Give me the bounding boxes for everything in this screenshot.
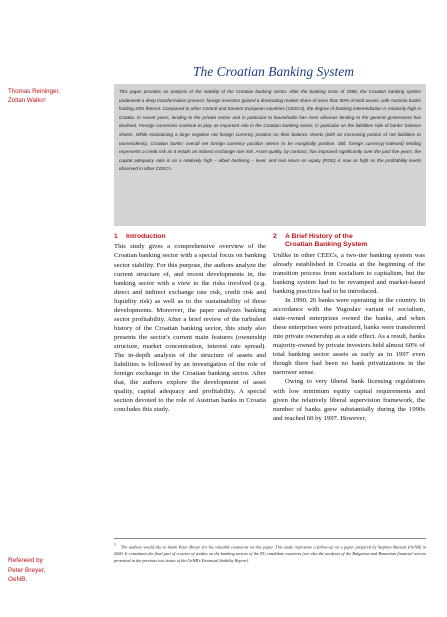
- referee-note: [8, 556, 98, 585]
- right-column: [273, 233, 425, 423]
- footnote-divider: [114, 538, 426, 539]
- left-column: [114, 233, 266, 414]
- paper-title: The Croatian Banking System: [192, 64, 355, 79]
- body-paragraph: Unlike in other CEECs, a two-tier banking system was already established in Croatia at the beginning of the transition process from socialism to capitalism, but the banking system had to be revamped and market-based banking practices had to be introduced.: [273, 251, 425, 295]
- body-paragraph: This study gives a comprehensive overview of the Croatian banking sector with a special focus on banking sector stability. For this purpose, the authors analyze the current structure of, and recent developments in, the banking sector with a view to the risks involved (e.g. direct and indirect exchange rate risk, credit risk and liquidity risk) as well as to the sustainability of these developments. Moreover, the paper analyzes banking sector profitability. After a brief review of the turbulent history of the Croatian banking sector, this study also presents the sector's current main features (ownership structure, market concentration, interest rate spread). The in-depth analysis of the structure of assets and liabilities is followed by an investigation of the role of foreign exchange in the Croatian banking sector. After that, the authors explore the development of asset quality, capital adequacy and profitability. A special section devoted to the role of Austrian banks in Croatia concludes this study.: [114, 243, 266, 414]
- section-title-line: Croatian Banking System: [285, 241, 368, 249]
- section-title: Introduction: [126, 233, 166, 240]
- author-name: Zoltan Walko¹: [8, 97, 46, 104]
- footnote-text: The authors would like to thank Peter Breyer for his valuable comments on this paper. This study represents a follow-up on a paper prepared by Stephan Barisitz (OeNB) in 2000. It constitutes the final part of a series of studies on the banking sectors of the EU candidate countries (see also the analyses of the Bulgarian and Romanian financial sectors presented in the previous two issues of the OeNB's Financial Stability Report).: [114, 544, 426, 564]
- footnote: [114, 541, 426, 564]
- author-name: Thomas Reininger,: [8, 88, 60, 95]
- section-number: 2: [273, 233, 277, 240]
- abstract-box: This paper provides an analysis of the stability of the Croatian banking sector. After the banking crisis of 1998, the Croatian banking system underwent a deep transformation process; foreign investors gained a dominating market share of more than 90% of total assets, with Austrian banks holding 43% thereof. Compared to other Central and Eastern European countries (CEECs), the degree of banking intermediation is relatively high in Croatia. In recent years, lending to the private sector and in particular to households has risen whereas lending to the general government has declined. Foreign currencies continue to play an important role in the Croatian banking sector, in particular on the liabilities side of banks' balance sheets. While maintaining a large negative net foreign currency position on their balance sheets (with an increasing portion of net liabilities to nonresidents), Croatian banks' overall net foreign currency position seems to be marginally positive. Still, foreign currency(-indexed) lending represents a credit risk as it entails an indirect exchange rate risk. Asset quality, by contrast, has improved significantly over the past five years, the capital adequacy ratio is on a relatively high – albeit declining – level, and real return on equity (ROE) is now as high as the profitability levels observed in other CEECs.: [114, 84, 426, 226]
- referee-name: Peter Breyer,: [8, 566, 46, 574]
- referee-label: Refereed by: [8, 557, 43, 564]
- section-heading-history: [273, 233, 425, 250]
- section-number: 1: [114, 233, 118, 240]
- section-title-line: A Brief History of the: [285, 233, 353, 240]
- body-paragraph: In 1990, 26 banks were operating in the country. In accordance with the Yugoslav variant of socialism, state-owned enterprises owned the banks, and when these enterprises were privatized, banks were transferred into private ownership as a side effect. As a result, banks majority-owned by private investors held almost 60% of total banking sector assets as early as in 1997 even though there had been no bank privatizations in the narrower sense.: [273, 297, 425, 377]
- referee-org: OeNB.: [8, 576, 28, 583]
- section-heading-introduction: [114, 233, 266, 241]
- footnote-marker: 1: [114, 542, 116, 547]
- body-paragraph: Owing to very liberal bank licensing regulations with low minimum equity capital requirements and given the relatively liberal supervision framework, the number of banks grew substantially during the 1990s and reached 60 by 1997. However,: [273, 378, 425, 422]
- author-list: [8, 87, 108, 105]
